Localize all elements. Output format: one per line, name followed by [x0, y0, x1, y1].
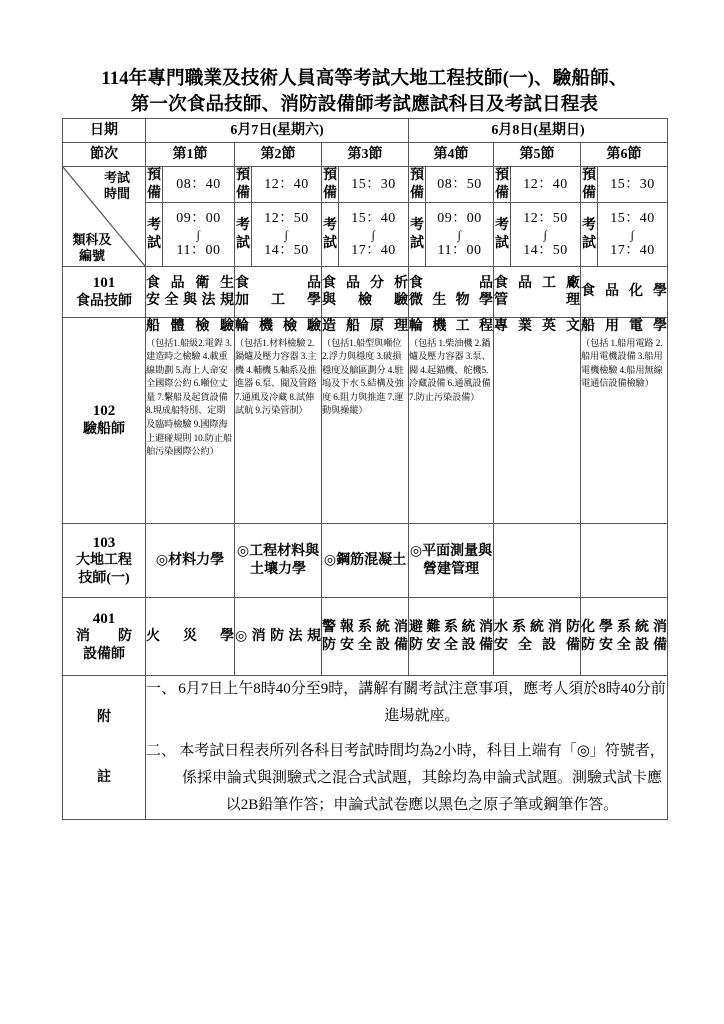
prep-time-1: 08：40 — [163, 167, 235, 203]
subject-103-2: ◎工程材料與土壤力學 — [235, 524, 322, 598]
footer-note-text-2: 本考試日程表所列各科目考試時間均為2小時，科目上端有「◎」符號者，係採申論式與測驗式之混合式試題，其餘均為申論式試題。測驗式試卡應以2B鉛筆作答；申論式試卷應以黑色之原子筆或鋼筆作答。 — [179, 743, 665, 813]
prep-label-3: 預備 — [323, 168, 337, 201]
exam-label-1: 考試 — [146, 203, 163, 267]
header-session-3: 第3節 — [322, 143, 409, 167]
prep-label-6: 預備 — [582, 168, 597, 201]
footer-note-label: 附 註 — [63, 676, 146, 820]
subject-101-4: 食 品 微 生 物 學 — [409, 267, 494, 318]
table-row-exam-time — [63, 203, 668, 267]
subject-103-5 — [494, 524, 581, 598]
table-row-category-401 — [63, 598, 668, 676]
subject-103-3: ◎鋼筋混凝土 — [322, 524, 409, 598]
subject-401-5: 水系統消防 安 全 設 備 — [494, 598, 581, 676]
header-session-label: 節次 — [63, 143, 146, 167]
table-row-category-101 — [63, 267, 668, 318]
header-date-day1: 6月7日(星期六) — [146, 119, 409, 143]
subject-102-1: 船體檢驗 （包括1.船級2.電銲 3.建造時之檢驗 4.載重線勘劃 5.海上人命安全國際公約 6.噸位丈量 7.繫船及起貨設備 8.現成船特別、定期及臨時檢驗 9.國際海上避碰規則 10.防止船舶污染國際公約） — [146, 318, 235, 524]
table-row-prep-time — [63, 167, 668, 203]
subject-103-6 — [581, 524, 668, 598]
exam-label-4: 考試 — [409, 203, 426, 267]
exam-schedule-table — [62, 118, 668, 820]
page-title-line-1: 114年專門職業及技術人員高等考試大地工程技師(一)、驗船師、 — [101, 69, 628, 89]
header-session-5: 第5節 — [494, 143, 581, 167]
corner-diagonal-header — [63, 167, 146, 267]
header-date-label: 日期 — [63, 119, 146, 143]
corner-label-category-code: 類科及 編號 — [72, 232, 112, 263]
prep-label-5: 預備 — [495, 168, 510, 201]
category-label-103: 103 大地工程 技師(一) — [63, 524, 146, 598]
subject-102-5: 專業英文 — [494, 318, 581, 524]
prep-time-4: 08：50 — [426, 167, 494, 203]
footer-note-text-1: 6月7日上午8時40分至9時，講解有關考試注意事項，應考人須於8時40分前進場就座。 — [178, 681, 666, 724]
subject-102-4: 輪機工程 （包括 1.柴油機 2.鍋爐及壓力容器 3.泵、閥 4.起錨機、舵機5.冷藏設備 6.通風設備 7.防止污染設備） — [409, 318, 494, 524]
subject-401-4: 避難系統消 防安全設備 — [409, 598, 494, 676]
table-row-date — [63, 119, 668, 143]
prep-time-6: 15：30 — [598, 167, 668, 203]
table-row-category-103 — [63, 524, 668, 598]
subject-102-2: 輪機檢驗 （包括1.材料檢驗 2.鍋爐及壓力容器 3.主機 4.輔機 5.軸系及推進器 6.泵、閥及管路 7.通風及冷藏 8.試俥試航 9.污染管制） — [235, 318, 322, 524]
category-label-102: 102 驗船師 — [63, 318, 146, 524]
prep-time-2: 12：40 — [252, 167, 322, 203]
subject-101-5: 食品工廠 管 理 — [494, 267, 581, 318]
subject-401-3: 警報系統消 防安全設備 — [322, 598, 409, 676]
table-row-session — [63, 143, 668, 167]
table-row-footer-notes — [63, 676, 668, 820]
prep-label-2: 預備 — [236, 168, 250, 201]
category-label-401: 401 消 防 設備師 — [63, 598, 146, 676]
footer-note-marker-1: 一、 — [146, 681, 177, 697]
page-title — [62, 66, 667, 118]
subject-103-4: ◎平面測量與營建管理 — [409, 524, 494, 598]
header-session-1: 第1節 — [146, 143, 235, 167]
subject-101-1: 食品衛生 安全與法規 — [146, 267, 235, 318]
exam-time-5: 12：50 ∫ 14：50 — [511, 203, 581, 267]
corner-label-exam-time: 考試 時間 — [103, 170, 130, 201]
subject-102-3: 造船原理 （包括1.船型與噸位 2.浮力與穩度 3.破損穩度及艙區劃分 4.駐塢及下水 5.結構及強度 6.阻力與推進 7.運動與操縱） — [322, 318, 409, 524]
header-date-day2: 6月8日(星期日) — [409, 119, 668, 143]
prep-label-1: 預備 — [147, 168, 161, 201]
category-label-101: 101 食品技師 — [63, 267, 146, 318]
prep-time-5: 12：40 — [511, 167, 581, 203]
header-session-2: 第2節 — [235, 143, 322, 167]
exam-time-2: 12：50 ∫ 14：50 — [252, 203, 322, 267]
header-session-6: 第6節 — [581, 143, 668, 167]
subject-401-1: 火 災 學 — [146, 598, 235, 676]
subject-101-2: 食 品 加 工 學 — [235, 267, 322, 318]
exam-time-4: 09：00 ∫ 11：00 — [426, 203, 494, 267]
footer-note-item-1 — [146, 676, 667, 730]
exam-time-6: 15：40 ∫ 17：40 — [598, 203, 668, 267]
exam-label-5: 考試 — [494, 203, 511, 267]
page-title-line-2: 第一次食品技師、消防設備師考試應試科目及考試日程表 — [130, 95, 599, 115]
table-row-category-102 — [63, 318, 668, 524]
exam-label-2: 考試 — [235, 203, 252, 267]
footer-note-body — [146, 676, 668, 820]
subject-103-1: ◎材料力學 — [146, 524, 235, 598]
subject-401-6: 化學系統消 防安全設備 — [581, 598, 668, 676]
subject-101-3: 食品分析 與 檢 驗 — [322, 267, 409, 318]
header-session-4: 第4節 — [409, 143, 494, 167]
footer-note-item-2 — [146, 738, 667, 819]
prep-time-3: 15：30 — [339, 167, 409, 203]
subject-101-6: 食 品 化 學 — [581, 267, 668, 318]
footer-note-marker-2: 二、 — [146, 743, 177, 759]
prep-label-4: 預備 — [410, 168, 425, 201]
exam-label-6: 考試 — [581, 203, 598, 267]
exam-label-3: 考試 — [322, 203, 339, 267]
subject-401-2: ◎消防法規 — [235, 598, 322, 676]
exam-time-3: 15：40 ∫ 17：40 — [339, 203, 409, 267]
exam-time-1: 09：00 ∫ 11：00 — [163, 203, 235, 267]
subject-102-6: 船用電學 （包括 1.船用電路 2.船用電機設備 3.船用電機檢驗 4.船用無線電通信設備檢驗） — [581, 318, 668, 524]
